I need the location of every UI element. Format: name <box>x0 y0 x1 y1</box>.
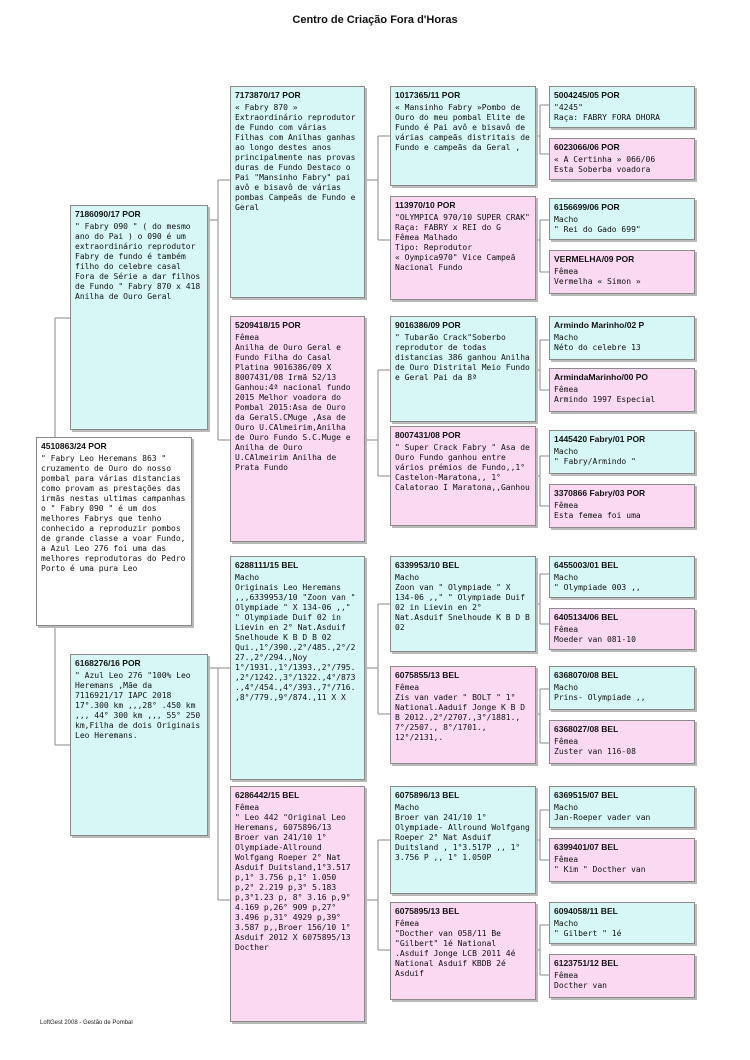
pigeon-description: Macho " Fabry/Armindo " <box>554 447 636 466</box>
pedigree-box-dam-sire <box>230 556 365 780</box>
pedigree-box-sdd <box>390 426 536 526</box>
pedigree-box-dds <box>390 786 536 894</box>
pigeon-description: Fêmea Zis van vader " BOLT " 1° National.Aaduif Jonge K B D B 2012.,2°/2707.,3°/1881., 7°/2507., 8°/1701., 12°/2131,. <box>395 683 526 742</box>
pedigree-box-dsds <box>549 666 695 710</box>
pedigree-box-sdds <box>549 430 695 474</box>
ring-number: Armindo Marinho/02 P <box>554 320 645 330</box>
pigeon-description: Fêmea Vermelha « Simon » <box>554 267 641 286</box>
pedigree-box-ssds <box>549 198 695 240</box>
pedigree-box-sdss <box>549 316 695 360</box>
pigeon-description: Fêmea Docther van <box>554 971 607 990</box>
ring-number: 6123751/12 BEL <box>554 958 619 968</box>
pedigree-box-ssd <box>390 196 536 300</box>
pigeon-description: Fêmea "Docther van 058/11 Be "Gilbert" 1é National .Asduif Jonge LCB 2011 4é National Asduif KBDB 2é Asduif <box>395 919 516 978</box>
pigeon-description: Fêmea Esta femea foi uma <box>554 501 641 520</box>
ring-number: 5004245/05 POR <box>554 90 620 100</box>
ring-number: 6168276/16 POR <box>75 658 141 668</box>
pedigree-box-dssd <box>549 608 695 650</box>
pigeon-description: " Fabry 090 " ( do mesmo ano do Pai ) o 090 é um extraordinário reprodutor Fabry de fundo é também filho do celebre casal Fora de Série a dar filhos de Fundo " Fabry 870 x 418 Anilha de Ouro Geral <box>75 222 206 301</box>
pedigree-box-sss <box>390 86 536 186</box>
pigeon-description: Fêmea " Leo 442 "Original Leo Heremans, 6075896/13 Broer van 241/10 1° Olympiade-Allround Wolfgang Roeper 2° Nat Asduif Duitsland,1°3.517 p,1° 3.756 p,1° 1.050 p,2° 2.219 p,3° 5.183 p,3°1.23 p, 8° 3.16 p,9° 4.169 p,26° 909 p,27° 3.496 p,31° 4929 p,39° 3.587 p,,Broer 156/10 1° Asduif 2012 X 6075895/13 Docther <box>235 803 351 952</box>
pedigree-box-ddds <box>549 902 695 944</box>
ring-number: 6156699/06 POR <box>554 202 620 212</box>
pigeon-description: Macho " Gilbert " 1é <box>554 919 622 938</box>
ring-number: 3370866 Fabry/03 POR <box>554 488 646 498</box>
pedigree-box-subject <box>36 437 192 626</box>
ring-number: 5209418/15 POR <box>235 320 301 330</box>
pigeon-description: Macho Prins- Olympiade ,, <box>554 683 646 702</box>
pedigree-box-dddd <box>549 954 695 998</box>
page-title: Centro de Criação Fora d'Horas <box>292 14 458 26</box>
pedigree-box-dss <box>390 556 536 652</box>
pigeon-description: « Mansinho Fabry »Pombo de Ouro do meu pombal Elite de Fundo é Pai avô e bisavô de várias campeãs distritais de Fundo e campeãs da Geral , <box>395 103 535 152</box>
ring-number: 6094058/11 BEL <box>554 906 618 916</box>
ring-number: ArmindaMarinho/00 PO <box>554 372 648 382</box>
pigeon-description: " Azul Leo 276 "100% Leo Heremans ,Mãe da 7116921/17 IAPC 2018 17°.300 km ,,,28° .450 km ,,, 44° 300 km ,,, 55° 250 km,Filha de dois Originais Leo Heremans. <box>75 671 206 740</box>
pedigree-box-sire <box>70 205 208 430</box>
pigeon-description: Fêmea " Kim " Docther van <box>554 855 646 874</box>
pedigree-box-sdsd <box>549 368 695 412</box>
ring-number: 8007431/08 POR <box>395 430 461 440</box>
ring-number: 7173870/17 POR <box>235 90 301 100</box>
pedigree-box-sire-sire <box>230 86 365 298</box>
ring-number: 6023066/06 POR <box>554 142 620 152</box>
pigeon-description: « Fabry 870 » Extraordinário reprodutor de Fundo com várias Filhas com Anilhas ganhas ao longo destes anos principalmente nas provas duras de Fundo Destaco o Pai "Mansinho Fabry" pai avô e bisavô de várias pombas Campeãs de Fundo e Geral <box>235 103 361 212</box>
ring-number: 6075895/13 BEL <box>395 906 460 916</box>
ring-number: 6288111/15 BEL <box>235 560 299 570</box>
ring-number: 6405134/06 BEL <box>554 612 619 622</box>
pigeon-description: Macho Originais Leo Heremans ,,,6339953/10 "Zoon van " Olympiade " X 134-06 ,," " Olympiade Duif 02 in Lievin en 2° Nat.Asduif Snelhoude K B D B 02 Qui.,1°/390.,2°/485.,2°/227.,2°/294.,Noy 1°/1931.,1°/1393.,2°/795.,2°/1242.,3°/1322.,4°/873.,4°/454.,4°/393.,7°/716.,8°/779.,9°/874.,11 X X <box>235 573 356 702</box>
ring-number: 113970/10 POR <box>395 200 456 210</box>
pedigree-box-dam <box>70 654 208 836</box>
pedigree-box-ddd <box>390 902 536 1000</box>
ring-number: 6399401/07 BEL <box>554 842 619 852</box>
pedigree-box-ssdd <box>549 250 695 294</box>
pedigree-box-dsd <box>390 666 536 764</box>
pigeon-description: « A Certinha » 066/06 Esta Soberba voadora <box>554 155 656 174</box>
ring-number: 6369515/07 BEL <box>554 790 619 800</box>
ring-number: 1445420 Fabry/01 POR <box>554 434 646 444</box>
ring-number: 6368070/08 BEL <box>554 670 619 680</box>
pigeon-description: Fêmea Zuster van 116-08 <box>554 737 636 756</box>
pigeon-description: Macho Jan-Roeper vader van <box>554 803 651 822</box>
ring-number: 6339953/10 BEL <box>395 560 460 570</box>
pigeon-description: Fêmea Armindo 1997 Especial <box>554 385 656 404</box>
pigeon-description: " Fabry Leo Heremans 863 " cruzamento de Ouro do nosso pombal para várias distancias como provam as prestações das irmãs nestas ultimas campanhas o " Fabry 090 " é um dos melhores Fabrys que tenho conhecido a reproduzir pombos de grande classe a voar Fundo, a Azul Leo 276 foi uma das melhores reprodutoras do Pedro Porto é uma pura Leo <box>41 454 191 573</box>
ring-number: 1017365/11 POR <box>395 90 461 100</box>
pigeon-description: Macho " Olympiade 003 ,, <box>554 573 641 592</box>
pedigree-box-dam-dam <box>230 786 365 1022</box>
pigeon-description: Macho Néto do celebre 13 <box>554 333 641 352</box>
pedigree-box-ddsd <box>549 838 695 882</box>
pigeon-description: " Super Crack Fabry " Asa de Ouro Fundo ganhou entre vários prémios de Fundo,,1° Castelon-Maratona,, 1° Calatorao I Maratona,,Ganhou <box>395 443 535 492</box>
pedigree-box-sire-dam <box>230 316 365 542</box>
pigeon-description: Fêmea Anilha de Ouro Geral e Fundo Filha do Casal Platina 9016386/09 X 8007431/08 Irmã 52/13 Ganhou:4ª nacional fundo 2015 Melhor voadora do Pombal 2015:Asa de Ouro da GeralS.CMuge ,Asa de Ouro U.CAlmeirim,Anilha de Ouro Fundo S.C.Muge e Anilha de Ouro U.CAlmeirim Anilha de Prata Fundo <box>235 333 351 472</box>
pedigree-box-sds <box>390 316 536 422</box>
pedigree-box-ddss <box>549 786 695 828</box>
pigeon-description: Fêmea Moeder van 081-10 <box>554 625 636 644</box>
pigeon-description: "OLYMPICA 970/10 SUPER CRAK" Raça: FABRY x REI do G Fêmea Malhado Tipo: Reprodutor « Oympica970" Vice Campeã Nacional Fundo <box>395 213 530 272</box>
ring-number: 6286442/15 BEL <box>235 790 300 800</box>
ring-number: VERMELHA/09 POR <box>554 254 635 264</box>
pedigree-box-sssd <box>549 138 695 180</box>
pedigree-box-dsss <box>549 556 695 598</box>
ring-number: 6368027/08 BEL <box>554 724 619 734</box>
ring-number: 9016386/09 POR <box>395 320 461 330</box>
ring-number: 7186090/17 POR <box>75 209 141 219</box>
pigeon-description: "4245" Raça: FABRY FORA DHORA <box>554 103 660 122</box>
footer-credit: LoftGest 2008 - Gestão de Pombal <box>40 1020 133 1026</box>
pigeon-description: " Tubarão Crack"Soberbo reprodutor de todas distancias 386 ganhou Anilha de Ouro Distrital Meio Fundo e Geral Pai da 8ª <box>395 333 535 382</box>
ring-number: 6075855/13 BEL <box>395 670 460 680</box>
pigeon-description: Macho Zoon van " Olympiade " X 134-06 ,," " Olympiade Duif 02 in Lievin en 2° Nat.Asduif Snelhoude K B D B 02 <box>395 573 530 632</box>
pedigree-box-ssss <box>549 86 695 128</box>
ring-number: 6075896/13 BEL <box>395 790 460 800</box>
pedigree-box-sddd <box>549 484 695 528</box>
ring-number: 6455003/01 BEL <box>554 560 619 570</box>
ring-number: 4510863/24 POR <box>41 441 107 451</box>
pigeon-description: Macho Broer van 241/10 1° Olympiade- Allround Wolfgang Roeper 2° Nat Asduif Duitsland , 1°3.517P ,, 1° 3.756 P ,, 1° 1.050P <box>395 803 530 862</box>
pedigree-box-dsdd <box>549 720 695 764</box>
pigeon-description: Macho " Rei do Gado 699" <box>554 215 641 234</box>
